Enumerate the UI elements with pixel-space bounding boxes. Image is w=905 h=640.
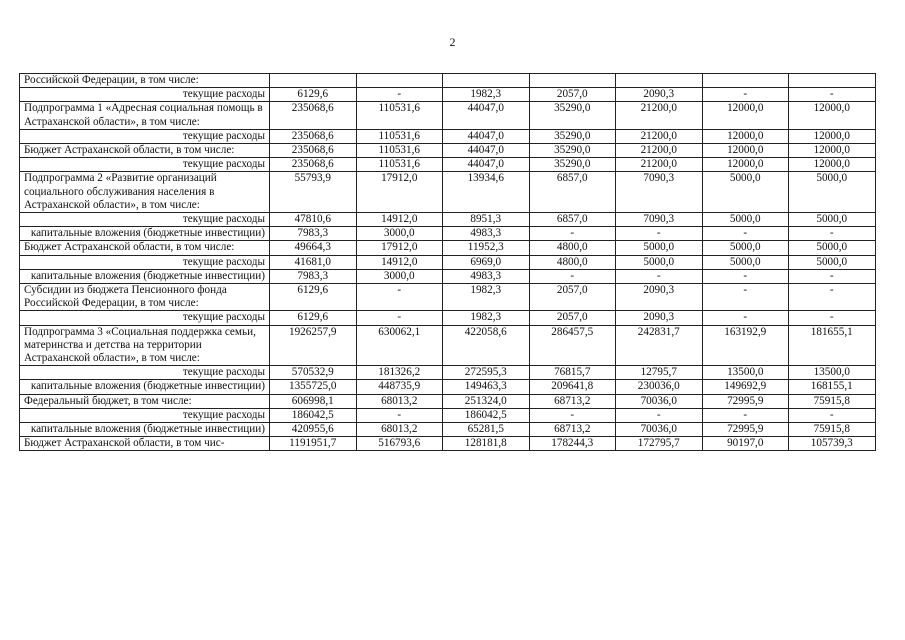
row-label: Бюджет Астраханской области, в том числе:: [20, 241, 270, 255]
value-cell: 5000,0: [789, 172, 876, 213]
value-cell: -: [789, 284, 876, 311]
value-cell: 35290,0: [529, 158, 616, 172]
table-row: [20, 269, 876, 283]
value-cell: 630062,1: [356, 325, 443, 366]
value-cell: 149463,3: [443, 380, 530, 394]
value-cell: [702, 74, 789, 88]
value-cell: 1355725,0: [270, 380, 357, 394]
value-cell: 12000,0: [702, 129, 789, 143]
value-cell: 6857,0: [529, 213, 616, 227]
value-cell: 12000,0: [789, 144, 876, 158]
value-cell: 163192,9: [702, 325, 789, 366]
value-cell: 448735,9: [356, 380, 443, 394]
table-row: [20, 74, 876, 88]
value-cell: 5000,0: [789, 213, 876, 227]
value-cell: 14912,0: [356, 213, 443, 227]
value-cell: 11952,3: [443, 241, 530, 255]
value-cell: -: [529, 227, 616, 241]
value-cell: -: [702, 284, 789, 311]
value-cell: 1926257,9: [270, 325, 357, 366]
value-cell: 6129,6: [270, 284, 357, 311]
row-label: Подпрограмма 1 «Адресная социальная помощь в Астраханской области», в том числе:: [20, 102, 270, 129]
value-cell: 110531,6: [356, 158, 443, 172]
row-label: текущие расходы: [20, 255, 270, 269]
value-cell: -: [789, 269, 876, 283]
table-row: [20, 241, 876, 255]
value-cell: 110531,6: [356, 144, 443, 158]
value-cell: 5000,0: [702, 172, 789, 213]
value-cell: 35290,0: [529, 129, 616, 143]
table-row: [20, 158, 876, 172]
row-label: Российской Федерации, в том числе:: [20, 74, 270, 88]
value-cell: 41681,0: [270, 255, 357, 269]
value-cell: 2057,0: [529, 311, 616, 325]
value-cell: 230036,0: [616, 380, 703, 394]
value-cell: 68013,2: [356, 394, 443, 408]
value-cell: 2057,0: [529, 284, 616, 311]
table-row: [20, 394, 876, 408]
table-row: [20, 325, 876, 366]
value-cell: 6129,6: [270, 311, 357, 325]
value-cell: 168155,1: [789, 380, 876, 394]
value-cell: -: [702, 408, 789, 422]
value-cell: 21200,0: [616, 144, 703, 158]
value-cell: 3000,0: [356, 227, 443, 241]
value-cell: 12000,0: [702, 158, 789, 172]
value-cell: 72995,9: [702, 423, 789, 437]
value-cell: 12000,0: [789, 158, 876, 172]
value-cell: 2090,3: [616, 88, 703, 102]
table-row: [20, 144, 876, 158]
value-cell: 7090,3: [616, 172, 703, 213]
value-cell: 13500,0: [789, 366, 876, 380]
value-cell: -: [789, 88, 876, 102]
value-cell: 7983,3: [270, 227, 357, 241]
value-cell: 44047,0: [443, 129, 530, 143]
page-number: 2: [449, 35, 456, 49]
value-cell: 2057,0: [529, 88, 616, 102]
value-cell: 65281,5: [443, 423, 530, 437]
value-cell: 105739,3: [789, 437, 876, 451]
value-cell: -: [529, 269, 616, 283]
value-cell: 5000,0: [616, 241, 703, 255]
value-cell: 570532,9: [270, 366, 357, 380]
value-cell: 21200,0: [616, 129, 703, 143]
value-cell: 12000,0: [702, 144, 789, 158]
value-cell: 181655,1: [789, 325, 876, 366]
table-row: [20, 380, 876, 394]
value-cell: 516793,6: [356, 437, 443, 451]
value-cell: 235068,6: [270, 158, 357, 172]
value-cell: 21200,0: [616, 102, 703, 129]
table-row: [20, 408, 876, 422]
value-cell: 68013,2: [356, 423, 443, 437]
value-cell: 420955,6: [270, 423, 357, 437]
value-cell: [443, 74, 530, 88]
table-row: [20, 311, 876, 325]
value-cell: 186042,5: [443, 408, 530, 422]
table-row: [20, 255, 876, 269]
row-label: Бюджет Астраханской области, в том чис-: [20, 437, 270, 451]
value-cell: 8951,3: [443, 213, 530, 227]
value-cell: -: [616, 227, 703, 241]
value-cell: 1191951,7: [270, 437, 357, 451]
value-cell: 44047,0: [443, 102, 530, 129]
value-cell: 128181,8: [443, 437, 530, 451]
value-cell: 6969,0: [443, 255, 530, 269]
value-cell: 1982,3: [443, 311, 530, 325]
value-cell: -: [702, 311, 789, 325]
value-cell: 110531,6: [356, 129, 443, 143]
value-cell: 172795,7: [616, 437, 703, 451]
value-cell: 70036,0: [616, 423, 703, 437]
value-cell: -: [702, 88, 789, 102]
value-cell: 110531,6: [356, 102, 443, 129]
table-row: [20, 423, 876, 437]
value-cell: 1982,3: [443, 88, 530, 102]
value-cell: 235068,6: [270, 129, 357, 143]
value-cell: -: [616, 408, 703, 422]
value-cell: -: [702, 269, 789, 283]
row-label: текущие расходы: [20, 408, 270, 422]
value-cell: 422058,6: [443, 325, 530, 366]
value-cell: 35290,0: [529, 102, 616, 129]
value-cell: 4983,3: [443, 227, 530, 241]
row-label: капитальные вложения (бюджетные инвестиции): [20, 227, 270, 241]
value-cell: -: [702, 227, 789, 241]
value-cell: 2090,3: [616, 311, 703, 325]
value-cell: -: [356, 311, 443, 325]
table-row: [20, 227, 876, 241]
table-row: [20, 284, 876, 311]
table-row: [20, 88, 876, 102]
value-cell: -: [356, 284, 443, 311]
value-cell: 181326,2: [356, 366, 443, 380]
row-label: Бюджет Астраханской области, в том числе:: [20, 144, 270, 158]
row-label: текущие расходы: [20, 129, 270, 143]
value-cell: 44047,0: [443, 158, 530, 172]
value-cell: 4983,3: [443, 269, 530, 283]
value-cell: [270, 74, 357, 88]
value-cell: 7090,3: [616, 213, 703, 227]
value-cell: 286457,5: [529, 325, 616, 366]
value-cell: 5000,0: [789, 241, 876, 255]
value-cell: 49664,3: [270, 241, 357, 255]
value-cell: 12000,0: [702, 102, 789, 129]
value-cell: 12795,7: [616, 366, 703, 380]
value-cell: -: [789, 227, 876, 241]
value-cell: 3000,0: [356, 269, 443, 283]
value-cell: -: [789, 408, 876, 422]
value-cell: 242831,7: [616, 325, 703, 366]
row-label: текущие расходы: [20, 213, 270, 227]
value-cell: 235068,6: [270, 144, 357, 158]
row-label: Подпрограмма 3 «Социальная поддержка семьи, материнства и детства на территории Астраханской области», в том числе:: [20, 325, 270, 366]
value-cell: 13500,0: [702, 366, 789, 380]
value-cell: 68713,2: [529, 423, 616, 437]
table-row: [20, 213, 876, 227]
value-cell: [529, 74, 616, 88]
value-cell: 90197,0: [702, 437, 789, 451]
value-cell: 14912,0: [356, 255, 443, 269]
row-label: текущие расходы: [20, 88, 270, 102]
budget-table: [19, 73, 876, 451]
row-label: текущие расходы: [20, 311, 270, 325]
value-cell: 235068,6: [270, 102, 357, 129]
value-cell: 2090,3: [616, 284, 703, 311]
value-cell: 4800,0: [529, 241, 616, 255]
value-cell: 35290,0: [529, 144, 616, 158]
row-label: Субсидии из бюджета Пенсионного фонда Российской Федерации, в том числе:: [20, 284, 270, 311]
value-cell: 12000,0: [789, 129, 876, 143]
value-cell: 6129,6: [270, 88, 357, 102]
value-cell: -: [616, 269, 703, 283]
value-cell: 47810,6: [270, 213, 357, 227]
row-label: текущие расходы: [20, 366, 270, 380]
value-cell: 149692,9: [702, 380, 789, 394]
value-cell: 251324,0: [443, 394, 530, 408]
value-cell: [789, 74, 876, 88]
value-cell: 5000,0: [616, 255, 703, 269]
row-label: капитальные вложения (бюджетные инвестиции): [20, 423, 270, 437]
value-cell: 21200,0: [616, 158, 703, 172]
table-row: [20, 366, 876, 380]
value-cell: 7983,3: [270, 269, 357, 283]
value-cell: 1982,3: [443, 284, 530, 311]
value-cell: 178244,3: [529, 437, 616, 451]
value-cell: 186042,5: [270, 408, 357, 422]
value-cell: 272595,3: [443, 366, 530, 380]
value-cell: 17912,0: [356, 241, 443, 255]
value-cell: 17912,0: [356, 172, 443, 213]
value-cell: 5000,0: [702, 241, 789, 255]
value-cell: 12000,0: [789, 102, 876, 129]
table-row: [20, 437, 876, 451]
value-cell: 5000,0: [702, 213, 789, 227]
value-cell: 5000,0: [789, 255, 876, 269]
row-label: Федеральный бюджет, в том числе:: [20, 394, 270, 408]
value-cell: 75915,8: [789, 423, 876, 437]
value-cell: -: [356, 408, 443, 422]
row-label: Подпрограмма 2 «Развитие организаций социального обслуживания населения в Астраханской области», в том числе:: [20, 172, 270, 213]
value-cell: 70036,0: [616, 394, 703, 408]
value-cell: 55793,9: [270, 172, 357, 213]
row-label: капитальные вложения (бюджетные инвестиции): [20, 380, 270, 394]
value-cell: [356, 74, 443, 88]
value-cell: 209641,8: [529, 380, 616, 394]
row-label: капитальные вложения (бюджетные инвестиции): [20, 269, 270, 283]
value-cell: 4800,0: [529, 255, 616, 269]
table-row: [20, 102, 876, 129]
value-cell: -: [529, 408, 616, 422]
table-row: [20, 129, 876, 143]
budget-table-body: [20, 74, 876, 451]
value-cell: 68713,2: [529, 394, 616, 408]
value-cell: 75915,8: [789, 394, 876, 408]
value-cell: 6857,0: [529, 172, 616, 213]
value-cell: 606998,1: [270, 394, 357, 408]
value-cell: -: [789, 311, 876, 325]
table-row: [20, 172, 876, 213]
value-cell: 5000,0: [702, 255, 789, 269]
value-cell: [616, 74, 703, 88]
value-cell: 76815,7: [529, 366, 616, 380]
row-label: текущие расходы: [20, 158, 270, 172]
value-cell: 13934,6: [443, 172, 530, 213]
value-cell: 72995,9: [702, 394, 789, 408]
value-cell: -: [356, 88, 443, 102]
value-cell: 44047,0: [443, 144, 530, 158]
